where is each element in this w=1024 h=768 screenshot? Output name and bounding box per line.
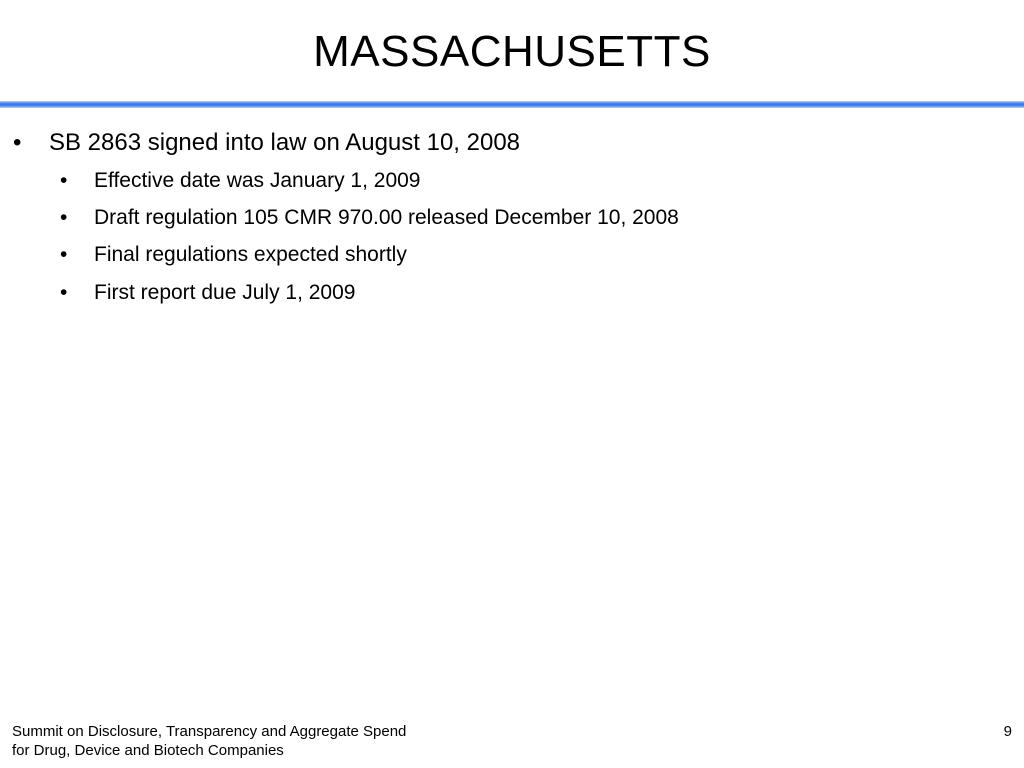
sub-bullet-text: Draft regulation 105 CMR 970.00 released December 10, 2008 xyxy=(94,206,679,229)
sub-bullet-text: Effective date was January 1, 2009 xyxy=(94,169,421,192)
footer-caption xyxy=(12,722,406,760)
title-divider xyxy=(0,101,1024,108)
bullet-icon: • xyxy=(60,206,68,229)
footer-line: Summit on Disclosure, Transparency and Aggregate Spend xyxy=(12,723,407,740)
bullet-text: SB 2863 signed into law on August 10, 2008 xyxy=(49,129,521,156)
bullet-icon: • xyxy=(60,243,68,266)
bullet-icon: • xyxy=(13,129,22,156)
sub-bullet-text: First report due July 1, 2009 xyxy=(94,281,356,304)
sub-bullet-text: Final regulations expected shortly xyxy=(94,243,407,266)
slide-title: MASSACHUSETTS xyxy=(313,27,711,76)
bullet-icon: • xyxy=(60,169,68,192)
bullet-icon: • xyxy=(60,281,68,304)
page-number: 9 xyxy=(1003,723,1012,740)
footer-line: for Drug, Device and Biotech Companies xyxy=(12,742,284,759)
